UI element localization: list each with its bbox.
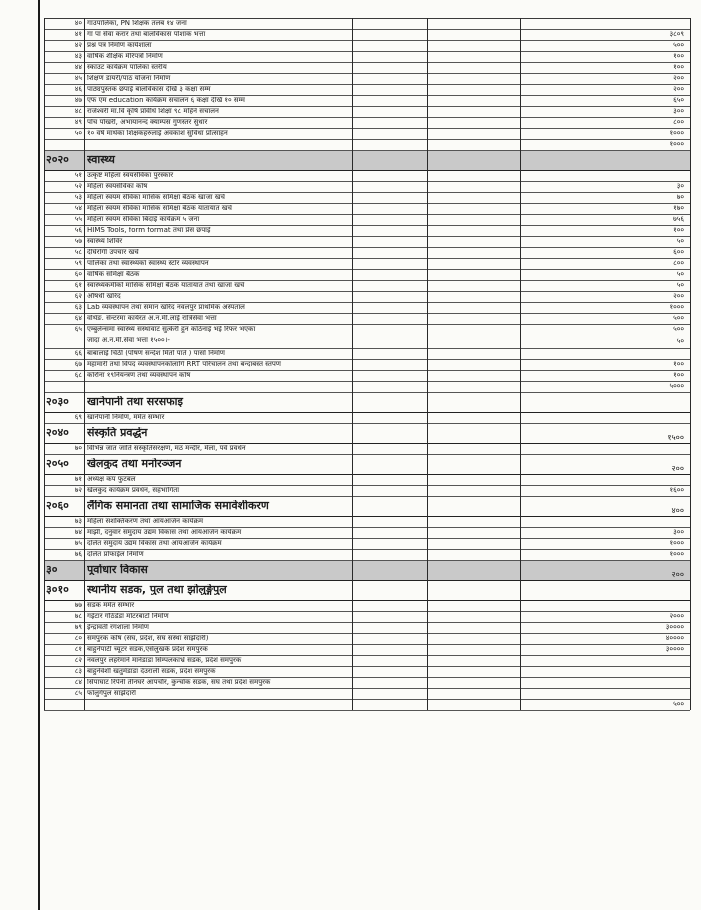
row-number: ६८ (74, 372, 82, 379)
row-amount: ५० (676, 282, 684, 289)
section-divider (44, 600, 690, 601)
row-divider (44, 538, 690, 539)
section-amount: ४०० (671, 507, 684, 515)
row-number: ४८ (74, 108, 82, 115)
row-number: ८१ (74, 646, 82, 653)
row-divider (44, 348, 690, 349)
row-amount: १०० (673, 53, 684, 60)
row-amount: २०० (673, 293, 684, 300)
row-number: ५७ (74, 238, 82, 245)
scan-left-edge (38, 0, 40, 910)
row-description: स्वास्थ्यकर्मीको मासिक समिक्षा बैठक यातायात तथा खाजा खर्च (87, 282, 245, 289)
row-number: ४० (74, 20, 82, 27)
row-number: ५१ (74, 172, 82, 179)
row-amount: ५० (676, 271, 684, 278)
row-number: ८२ (74, 657, 82, 664)
row-divider (44, 73, 690, 74)
row-description: बाहुनेपाटी च्यूटर सडक,एसेलुखर्क प्रदेश समपुरक (87, 646, 208, 653)
row-description: बाहुनेवेशी खतुमेडाडा देउराली सडक, प्रदेश समपुरक (87, 668, 216, 675)
row-divider (44, 644, 690, 645)
row-number: ४१ (74, 31, 82, 38)
row-number: ५६ (74, 227, 82, 234)
section-divider (44, 170, 690, 171)
row-amount: ५० (676, 238, 684, 245)
row-divider (44, 62, 690, 63)
row-description: विभिन्न जात जाति संस्कृतिसंरक्षण, मठ मन्दीर, मेला, पर्व प्रवर्धन (87, 445, 246, 452)
row-description: वार्षिक शैक्षिक मेरिपत्रो निर्माण (87, 53, 163, 60)
section-divider (44, 412, 690, 413)
row-number: ४९ (74, 119, 82, 126)
row-amount: १००० (669, 141, 684, 148)
row-divider (44, 128, 690, 129)
row-description: पालिका तथा स्वास्थ्यको स्वास्थ्य स्टोर व्यवस्थापन (87, 260, 209, 267)
row-number: ४२ (74, 42, 82, 49)
section-divider (44, 474, 690, 475)
row-divider (44, 258, 690, 259)
row-number: ४५ (74, 75, 82, 82)
row-amount: ३० (676, 183, 684, 190)
section-code: २०६० (46, 500, 69, 511)
row-description: दलित प्रोफाईल निर्माण (87, 551, 144, 558)
row-number: ७२ (74, 487, 82, 494)
row-description: ईन्द्रावती रगशाला निर्माण (87, 624, 149, 631)
section-title: संस्कृति प्रवर्द्धन (87, 427, 148, 438)
row-description: वार्षिक समिक्षा बैठक (87, 271, 140, 278)
row-description: राजेश्वरी मा.वि कृषि प्रविधि शिक्षा ९८ महिने संचालन (87, 108, 219, 115)
row-divider (44, 40, 690, 41)
row-divider (44, 247, 690, 248)
row-description: HIMS Tools, form format तथा प्रेस छपाई (87, 227, 211, 234)
row-divider (44, 485, 690, 486)
row-number: ५३ (74, 194, 82, 201)
row-description: स्वास्थ्य शिविर (87, 238, 123, 245)
row-divider (44, 203, 690, 204)
section-amount: १५०० (667, 434, 684, 442)
row-number: ५५ (74, 216, 82, 223)
row-amount: २००० (669, 613, 684, 620)
section-title: लैंगिक समानता तथा सामाजिक समावेशीकरण (87, 500, 269, 511)
row-number: ६९ (74, 414, 82, 421)
row-divider (44, 324, 690, 325)
row-amount: ६०० (673, 249, 684, 256)
row-number: ४४ (74, 64, 82, 71)
row-amount: २०० (673, 75, 684, 82)
row-divider (44, 117, 690, 118)
section-amount: २०० (671, 465, 684, 473)
row-number: ७३ (74, 518, 82, 525)
row-description: १० वर्ष माथेका शिक्षकहरुलाई अवकाश सुविधा प्रोत्साहन (87, 130, 228, 137)
row-divider (44, 139, 690, 140)
row-number: ७४ (74, 529, 82, 536)
section-title: खेलकुद तथा मनोरञ्जन (87, 458, 182, 469)
row-divider (44, 622, 690, 623)
row-description: महिला स्वयंम सेविका बिदाई कार्यक्रम ५ जना (87, 216, 200, 223)
row-number: ७० (74, 445, 82, 452)
row-amount: ५०० (673, 701, 684, 708)
row-amount: ५०० (673, 326, 684, 333)
row-divider (44, 236, 690, 237)
row-number: ७८ (74, 613, 82, 620)
row-number: ४७ (74, 97, 82, 104)
row-amount: ८०० (673, 119, 684, 126)
row-divider (44, 454, 690, 455)
row-divider (44, 214, 690, 215)
row-description: गाउपालिका, PN शिक्षक तलब १४ जना (87, 20, 187, 27)
row-divider (44, 699, 690, 700)
row-number: ६३ (74, 304, 82, 311)
row-divider (44, 666, 690, 667)
row-amount: १००० (669, 540, 684, 547)
row-amount: ८०० (673, 260, 684, 267)
row-description: अध्यक्ष कप फुटबल (87, 476, 136, 483)
section-title: खानेपानी तथा सरसफाइ (87, 396, 183, 407)
row-description: उत्कृष्ट महिला स्वयंसेविका पुरस्कार (87, 172, 174, 179)
row-description: खेलकुद कार्यक्रम प्रवर्धन, सहभागिता (87, 487, 180, 494)
row-amount: १०० (673, 372, 684, 379)
section-divider (44, 580, 690, 581)
row-description: गईटार गौठेडेडा मोटरबाटो निर्माण (87, 613, 169, 620)
column-line-description (84, 18, 85, 710)
row-number: ६५ (74, 326, 82, 333)
section-code: ३०१० (46, 584, 69, 595)
row-divider (44, 84, 690, 85)
row-amount: ५०० (673, 42, 684, 49)
row-number: ५२ (74, 183, 82, 190)
section-code: ३० (46, 564, 58, 575)
column-line-a (352, 18, 353, 710)
row-number: ७५ (74, 540, 82, 547)
row-amount: ७० (676, 194, 684, 201)
row-divider (44, 381, 690, 382)
row-number: ८५ (74, 690, 82, 697)
row-divider (44, 611, 690, 612)
row-amount: ६५० (673, 97, 684, 104)
row-number: ६४ (74, 315, 82, 322)
row-number: ५८ (74, 249, 82, 256)
row-divider (44, 677, 690, 678)
row-number: ६० (74, 271, 82, 278)
row-divider (44, 392, 690, 393)
row-description: वर्थिङ. सेन्टरमा कार्यरत अ.न.मी.लाई रात्रिसेवा भत्ता (87, 315, 217, 322)
row-description: दीर्घरोगी उपचार खर्च (87, 249, 139, 256)
row-divider (44, 181, 690, 182)
row-description: फोलुंगेपुल साझेदारी (87, 690, 136, 697)
row-description: कोरोना १९नियन्त्रण तथा व्यवस्थापन कोष (87, 372, 191, 379)
row-amount: १७० (673, 205, 684, 212)
row-number: ६१ (74, 282, 82, 289)
section-title: पूर्वाधार विकास (87, 564, 148, 575)
section-title: स्थानीय सडक, पुल तथा झोलुङ्गेपुल (87, 584, 227, 595)
row-number: ७१ (74, 476, 82, 483)
row-number: ८० (74, 635, 82, 642)
row-divider (44, 95, 690, 96)
row-divider (44, 51, 690, 52)
row-number: ८३ (74, 668, 82, 675)
row-description: दलित समुदाय उद्यम विकास तथा आयआर्जन कार्यक्रम (87, 540, 222, 547)
row-description: महिला स्वयंम सेविका मासिक समिक्षा बैठक खाजा खर्च (87, 194, 225, 201)
row-divider (44, 302, 690, 303)
row-description: खानेपानी निर्माण, मर्मत सम्भार (87, 414, 165, 421)
row-amount: ५००० (669, 383, 684, 390)
row-amount: २०० (673, 86, 684, 93)
row-divider (44, 710, 690, 711)
table-top-border (44, 18, 690, 19)
row-divider (44, 370, 690, 371)
row-amount: ३८०९ (669, 31, 684, 38)
row-description: पाँच पोखरी, अभायानन्द क्याम्पस गुणस्तर सुधार (87, 119, 208, 126)
section-code: २०३० (46, 396, 69, 407)
row-description: महिला सशक्तिकरण तथा आयआर्जन कार्यक्रम (87, 518, 204, 525)
row-description: एम्बुलेन्समा स्वास्थ्य संस्थावाट सुत्केरी हुन कठिनाई भई रिफर भएका (87, 326, 256, 333)
row-divider (44, 225, 690, 226)
column-line-b (427, 18, 428, 710)
row-divider (44, 313, 690, 314)
section-divider (44, 516, 690, 517)
row-amount: ७५६ (673, 216, 684, 223)
row-amount: १०० (673, 227, 684, 234)
row-number: ७९ (74, 624, 82, 631)
row-divider (44, 655, 690, 656)
row-divider (44, 688, 690, 689)
row-number: ६७ (74, 361, 82, 368)
row-amount: ३०००० (665, 624, 684, 631)
row-divider (44, 359, 690, 360)
row-description: समपुरक कोष (संघ, प्रदेश, संघ संस्था साझेदारी) (87, 635, 209, 642)
row-number: ४६ (74, 86, 82, 93)
row-number: ५० (74, 130, 82, 137)
row-description: सिपाघाट रिपेनी तीनघरे आपचौर, कुन्चोक सडक, संघ तथा प्रदेश समपुरक (87, 679, 271, 686)
row-amount: ३०० (673, 108, 684, 115)
row-number: ६२ (74, 293, 82, 300)
row-description: प्रश्न पत्र निर्माण कार्यशाला (87, 42, 152, 49)
row-description: शिक्षण डायरी/पाठ योजना निर्माण (87, 75, 171, 82)
row-divider (44, 527, 690, 528)
row-amount: १००० (669, 130, 684, 137)
row-number: ८४ (74, 679, 82, 686)
row-description: औषधी खरिद (87, 293, 121, 300)
row-description: स्काउट कार्यक्रम पालिका स्तरीय (87, 64, 167, 71)
row-divider (44, 269, 690, 270)
row-amount: १०० (673, 64, 684, 71)
row-amount: ३०००० (665, 646, 684, 653)
column-line-amount (520, 18, 521, 710)
row-amount: १००० (669, 304, 684, 311)
row-divider (44, 106, 690, 107)
section-code: २०२० (46, 154, 69, 165)
row-description: बाबालाई चिठी (पोषण सन्देश मितो पाते ) पासो निर्माण (87, 350, 225, 357)
row-amount: ३०० (673, 529, 684, 536)
section-title: स्वास्थ्य (87, 154, 115, 165)
row-divider (44, 192, 690, 193)
row-divider (44, 280, 690, 281)
row-divider (44, 291, 690, 292)
section-divider (44, 443, 690, 444)
row-number: ५४ (74, 205, 82, 212)
row-number: ७७ (74, 602, 82, 609)
row-amount: १००० (669, 551, 684, 558)
row-description: माझी, दनुवार समुदाय उद्यम विकास तथा आयआर्जन कार्यक्रम (87, 529, 242, 536)
row-description: एफ एम education कार्यक्रम संचालन ६ कक्षा देखि १० सम्म (87, 97, 245, 104)
row-number: ६६ (74, 350, 82, 357)
row-description: पाठ्यपुस्तक छपाई बालविकास देखि ३ कक्षा सम्म (87, 86, 211, 93)
row-divider (44, 423, 690, 424)
row-amount: १६०० (669, 487, 684, 494)
row-number: ४३ (74, 53, 82, 60)
row-number: ७६ (74, 551, 82, 558)
row-description-line2: जांदा अ.न.मी.सेवा भत्ता १५००।- (87, 337, 170, 344)
row-description: नवलपुर लहरेमाने मानेडाडा सिम्पलकाभ्रे सडक, प्रदेश समपुरक (87, 657, 242, 664)
row-divider (44, 549, 690, 550)
row-amount: ५०० (673, 315, 684, 322)
section-code: २०४० (46, 427, 69, 438)
row-description: महामारी तथा विपद व्यवस्थापनकोलागि RRT परिचालन तथा बन्दाबस्त स्तपण (87, 361, 281, 368)
row-divider (44, 29, 690, 30)
row-number: ५९ (74, 260, 82, 267)
row-amount: १०० (673, 361, 684, 368)
row-amount-2: ५० (676, 338, 684, 345)
row-description: महिला स्वयंसेविका कोष (87, 183, 148, 190)
row-amount: ४०००० (665, 635, 684, 642)
row-description: Lab व्यवस्थापन तथा समान खरिद नवलपुर प्राथमिक अस्पताल (87, 304, 245, 311)
row-description: गा पा सेवा करार तथा बालविकास पोशाक भत्ता (87, 31, 206, 38)
row-divider (44, 633, 690, 634)
section-amount: २०० (671, 571, 684, 579)
table-left-border (44, 18, 45, 710)
section-code: २०५० (46, 458, 69, 469)
row-description: महिला स्वयंम सेविका मासिक समिक्षा बैठक यातायात खर्च (87, 205, 232, 212)
table-right-border (690, 18, 691, 710)
row-description: सडक मर्मत सम्भार (87, 602, 135, 609)
row-divider (44, 496, 690, 497)
